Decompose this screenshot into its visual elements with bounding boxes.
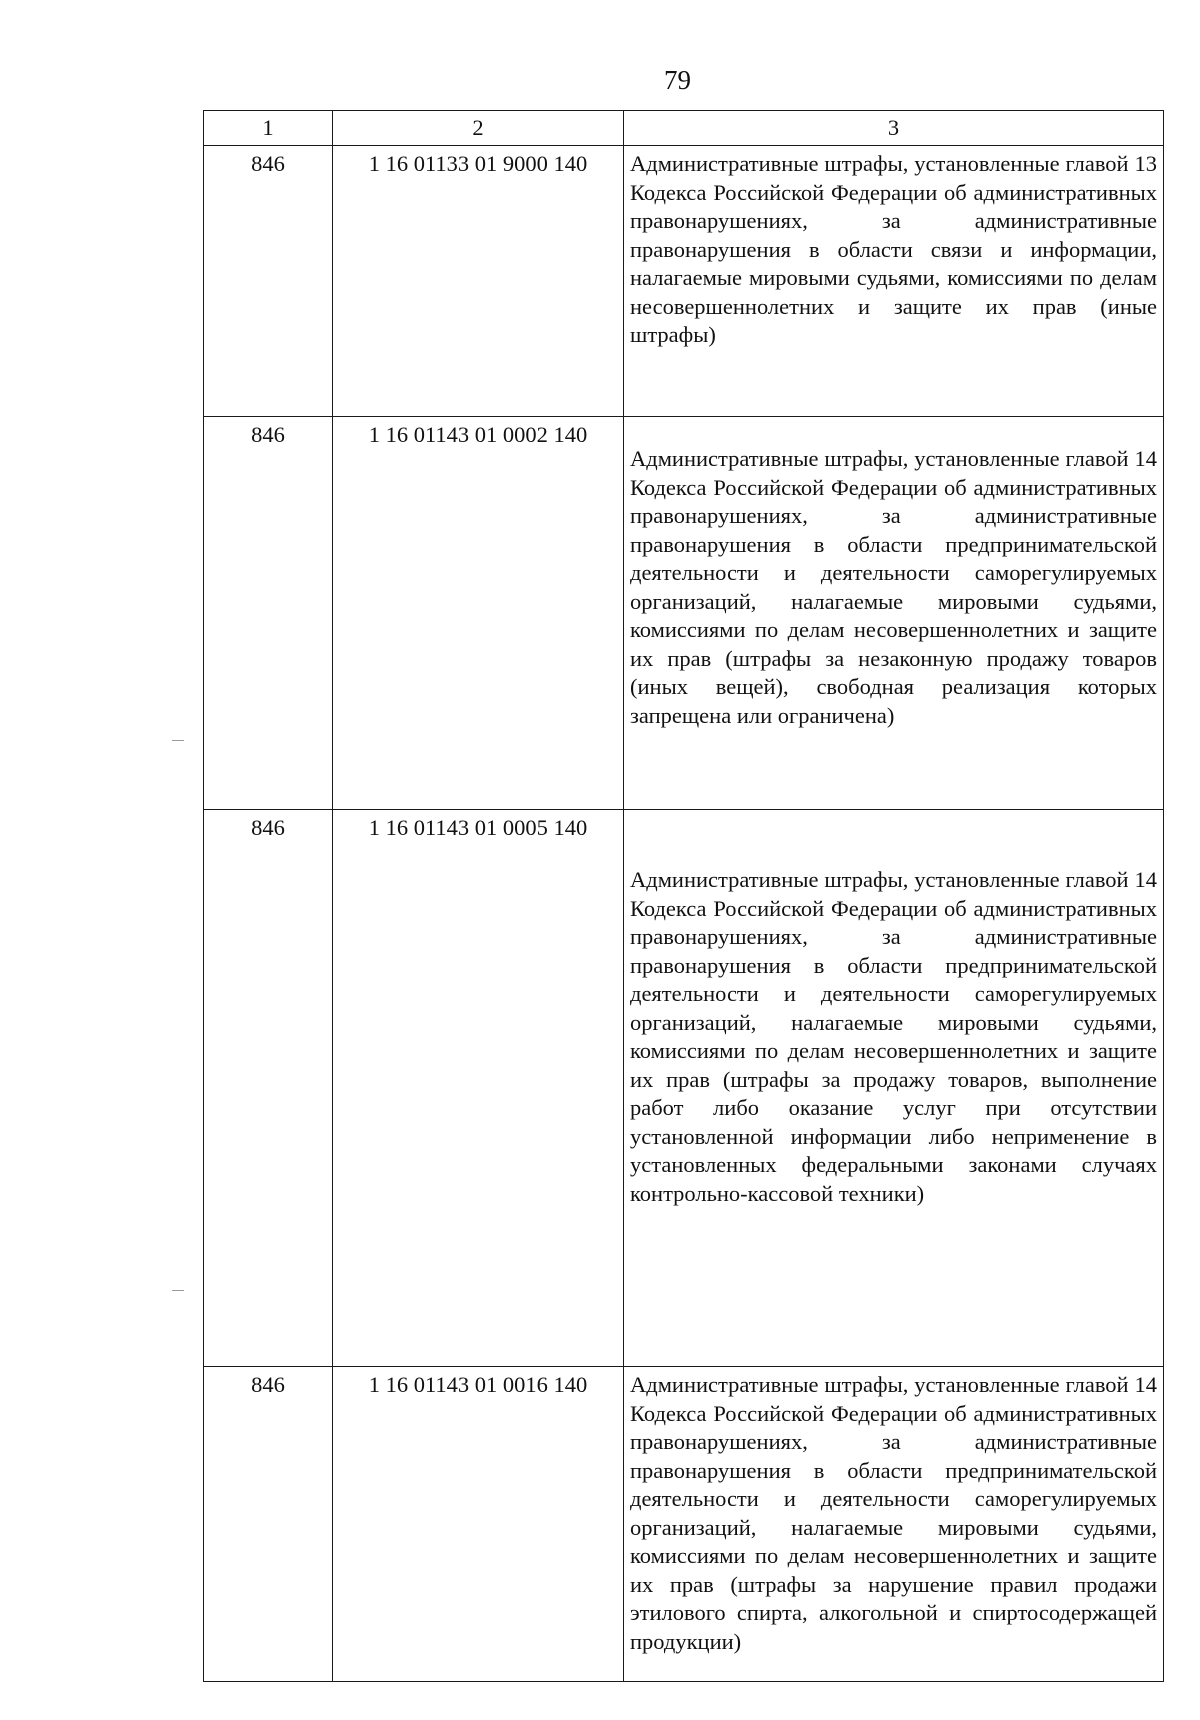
kbk-code-cell: [333, 146, 624, 417]
kbk-code-cell: [333, 417, 624, 810]
table-header-row: [204, 111, 1164, 146]
kbk-code: 1 16 01143 01 0002 140: [368, 422, 588, 447]
admin-code: 846: [251, 151, 285, 176]
admin-code: 846: [251, 422, 285, 447]
admin-code: 846: [251, 1372, 285, 1397]
kbk-code: 1 16 01133 01 9000 140: [368, 151, 588, 176]
admin-code-cell: [204, 146, 333, 417]
income-description: Административные штрафы, установленные главой 14 Кодекса Российской Федерации об административных правонарушениях, за административные правонарушения в области предпринимательской деятельности и деятельности саморегулируемых организаций, налагаемые мировыми судьями, комиссиями по делам несовершеннолетних и защите их прав (штрафы за продажу товаров, выполнение работ либо оказание услуг при отсутствии установленной информации либо неприменение в установленных федеральными законами случаях контрольно-кассовой техники): [630, 867, 1157, 1206]
kbk-code: 1 16 01143 01 0005 140: [368, 815, 588, 840]
scan-margin-mark: [172, 740, 184, 741]
kbk-code-cell: [333, 810, 624, 1367]
income-description: Административные штрафы, установленные главой 13 Кодекса Российской Федерации об административных правонарушениях, за административные правонарушения в области связи и информации, налагаемые мировыми судьями, комиссиями по делам несовершеннолетних и защите их прав (иные штрафы): [630, 151, 1157, 347]
revenue-codes-table: [203, 110, 1164, 1682]
page-number: 79: [664, 65, 691, 95]
description-cell: [624, 146, 1164, 417]
kbk-code: 1 16 01143 01 0016 140: [368, 1372, 588, 1397]
column-header-1: 1: [204, 111, 333, 146]
admin-code-cell: [204, 810, 333, 1367]
description-cell: [624, 417, 1164, 810]
admin-code: 846: [251, 815, 285, 840]
column-header-3: 3: [624, 111, 1164, 146]
kbk-code-cell: [333, 1367, 624, 1682]
income-description: Административные штрафы, установленные главой 14 Кодекса Российской Федерации об административных правонарушениях, за административные правонарушения в области предпринимательской деятельности и деятельности саморегулируемых организаций, налагаемые мировыми судьями, комиссиями по делам несовершеннолетних и защите их прав (штрафы за нарушение правил продажи этилового спирта, алкогольной и спиртосодержащей продукции): [630, 1372, 1157, 1654]
description-cell: [624, 1367, 1164, 1682]
admin-code-cell: [204, 1367, 333, 1682]
column-header-2: 2: [333, 111, 624, 146]
table-row: [204, 810, 1164, 1367]
income-description: Административные штрафы, установленные главой 14 Кодекса Российской Федерации об административных правонарушениях, за административные правонарушения в области предпринимательской деятельности и деятельности саморегулируемых организаций, налагаемые мировыми судьями, комиссиями по делам несовершеннолетних и защите их прав (штрафы за незаконную продажу товаров (иных вещей), свободная реализация которых запрещена или ограничена): [630, 446, 1157, 728]
description-cell: [624, 810, 1164, 1367]
table-row: [204, 1367, 1164, 1682]
scan-margin-mark: [172, 1290, 184, 1291]
table-row: [204, 417, 1164, 810]
table-row: [204, 146, 1164, 417]
admin-code-cell: [204, 417, 333, 810]
